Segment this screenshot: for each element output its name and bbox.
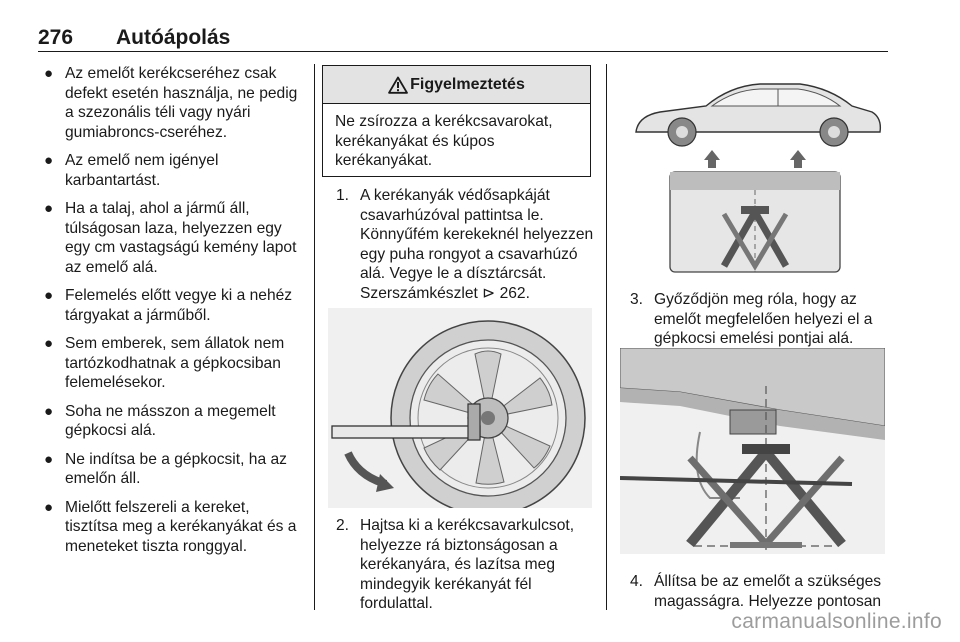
bullet-icon: ● — [44, 498, 54, 516]
bullet-icon: ● — [44, 450, 54, 468]
page-number: 276 — [38, 26, 74, 49]
step-text: Állítsa be az emelőt a szükséges magasságra. Helyezze pontosan — [654, 573, 882, 610]
list-item: ● Az emelő nem igényel karbantartást. — [44, 152, 219, 189]
step-4 — [630, 572, 890, 611]
list-item: ● Sem emberek, sem állatok nem tartózkodhatnak a gépkocsiban felemelésekor. — [44, 335, 285, 391]
warning-text: Ne zsírozza a kerékcsavarokat, kerékanyákat és kúpos kerékanyákat. — [335, 113, 553, 169]
warning-triangle-icon — [388, 76, 408, 94]
step-text: Hajtsa ki a kerékcsavarkulcsot, helyezze rá biztonságosan a kerékanyára, és lazítsa meg mindegyik kerékanyát fél fordulattal. — [360, 517, 575, 612]
column-divider-right — [606, 64, 607, 610]
bullet-icon: ● — [44, 335, 54, 352]
step-number: 2. — [336, 517, 350, 534]
step-2 — [336, 516, 596, 614]
list-item: ● Ha a talaj, ahol a jármű áll, túlságosan laza, helyezzen egy egy cm vastagságú kemény lapot az emelő alá. — [44, 200, 297, 276]
warning-header — [323, 66, 590, 104]
bullet-icon: ● — [44, 402, 54, 420]
jack-under-car-illustration — [620, 348, 885, 554]
list-item: ● Felemelés előtt vegye ki a nehéz tárgyakat a járműből. — [44, 287, 293, 324]
list-item: ● Soha ne másszon a megemelt gépkocsi alá. — [44, 402, 276, 439]
car-jacking-points-illustration — [620, 66, 885, 276]
list-item: ● Az emelőt kerékcseréhez csak defekt esetén használja, ne pedig a szezonális téli vagy nyári gumiabroncs-cseréhez. — [44, 65, 298, 141]
list-item: ● Ne indítsa be a gépkocsit, ha az emelőn áll. — [44, 450, 287, 487]
step-number: 3. — [630, 291, 644, 308]
precautions-list — [38, 64, 306, 565]
step-1 — [336, 186, 596, 303]
bullet-icon: ● — [44, 65, 54, 82]
step-3 — [630, 290, 890, 349]
step-text: A kerékanyák védősapkáját csavarhúzóval pattintsa le. Könnyűfém kerekeknél helyezzen egy puha rongyot a csavarhúzó alá. Vegye le a dísztárcsát. Szerszámkészlet ⊳ 262. — [360, 187, 594, 302]
bullet-icon: ● — [44, 287, 54, 304]
list-item: ● Mielőtt felszereli a kereket, tisztítsa meg a kerékanyákat és a meneteket tiszta ronggyal. — [44, 498, 297, 555]
page-header — [38, 22, 888, 52]
chapter-title: Autóápolás — [116, 26, 231, 49]
bullet-icon: ● — [44, 200, 54, 217]
column-divider-left — [314, 64, 315, 610]
wheel-wrench-illustration — [328, 308, 592, 508]
warning-title: Figyelmeztetés — [410, 75, 525, 93]
warning-box — [322, 65, 591, 177]
step-text: Győződjön meg róla, hogy az emelőt megfelelően helyezi el a gépkocsi emelési pontjai alá. — [654, 291, 873, 347]
step-number: 4. — [630, 573, 644, 590]
bullet-icon: ● — [44, 152, 54, 169]
step-number: 1. — [336, 187, 350, 204]
watermark: carmanualsonline.info — [731, 610, 942, 633]
